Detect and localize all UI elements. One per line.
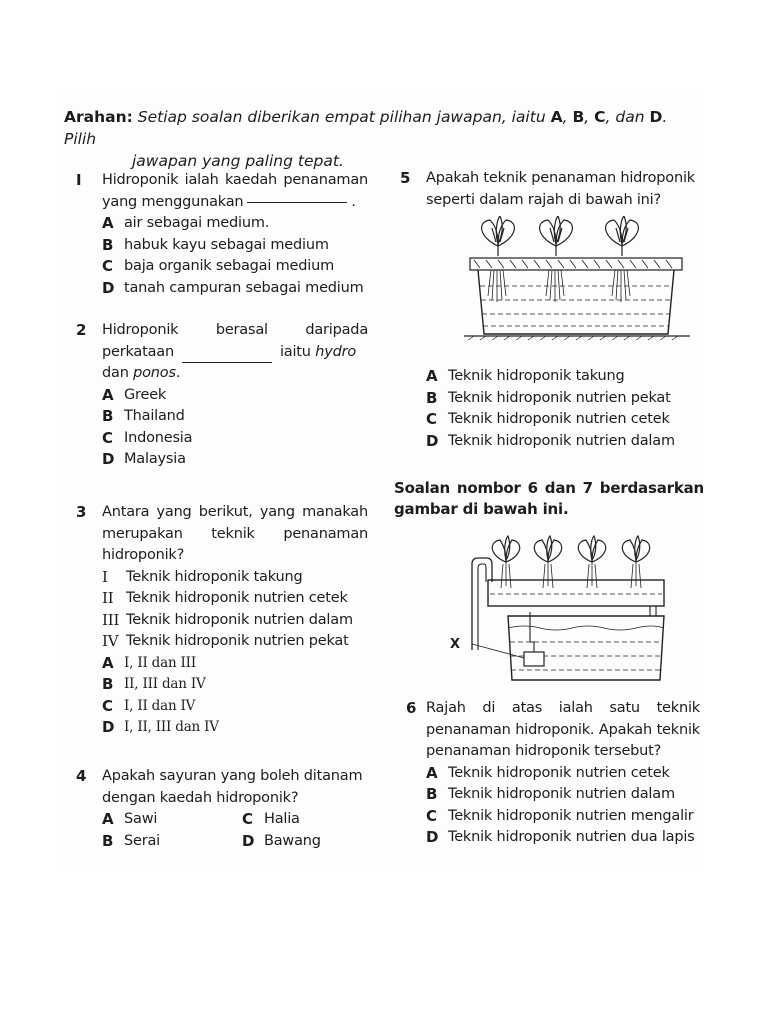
question-number: 4 (76, 767, 87, 785)
option-text: Teknik hidroponik nutrien dalam (448, 432, 675, 449)
question-stem: dengan kaedah hidroponik? (102, 789, 299, 806)
plant-icon (482, 216, 515, 256)
option-text: Indonesia (124, 429, 193, 446)
statement-numeral: I (102, 567, 108, 586)
option-letter: D (242, 831, 255, 850)
upper-channel (488, 580, 664, 606)
hydroponic-diagram-q6 (464, 532, 690, 690)
option-text: habuk kayu sebagai medium (124, 236, 329, 253)
option-text: tanah campuran sebagai medium (124, 279, 364, 296)
option-letter: C (102, 696, 113, 715)
stem-text: perkataan (102, 343, 174, 360)
option-a[interactable] (102, 809, 242, 831)
section-heading-line: gambar di bawah ini. (394, 500, 569, 518)
question-2 (76, 320, 368, 471)
option-b[interactable] (102, 406, 368, 428)
question-stem: Apakah teknik penanaman hidroponik (426, 170, 695, 186)
option-text: Teknik hidroponik nutrien dalam (448, 786, 675, 802)
instructions (64, 106, 704, 172)
option-text: Teknik hidroponik nutrien pekat (448, 389, 671, 406)
tank-lid (470, 258, 682, 270)
option-text: Malaysia (124, 451, 186, 467)
label-pointer (472, 644, 524, 658)
option-text: Bawang (264, 832, 321, 849)
question-number: 6 (406, 699, 417, 717)
option-letter: D (426, 828, 439, 846)
option-d[interactable] (102, 717, 368, 739)
option-letter: D (102, 278, 115, 297)
plant-icon (540, 216, 573, 256)
statement-text: Teknik hidroponik nutrien dalam (126, 611, 353, 628)
option-letter: A (102, 385, 114, 404)
question-number: 2 (76, 321, 87, 339)
options-grid (102, 809, 368, 852)
statement-text: Teknik hidroponik takung (126, 568, 303, 585)
option-c[interactable] (102, 256, 368, 278)
option-letter: C (242, 810, 253, 828)
option-text: Teknik hidroponik nutrien mengalir (448, 807, 694, 824)
option-text: Thailand (124, 408, 185, 424)
option-text: air sebagai medium. (124, 215, 270, 231)
option-letter: B (426, 388, 438, 407)
stem-end: . (351, 193, 356, 210)
option-letter: D (426, 431, 439, 450)
option-text: Teknik hidroponik takung (448, 368, 625, 384)
instructions-sep: , (584, 108, 590, 126)
stem-text: hydro (315, 343, 357, 360)
option-a[interactable] (426, 366, 700, 388)
option-c[interactable] (426, 806, 700, 828)
option-letter: B (102, 675, 114, 693)
instructions-text: Setiap soalan diberikan empat pilihan jawapan, iaitu (137, 108, 546, 126)
plant-icon (578, 536, 605, 562)
option-letter: A (102, 214, 114, 232)
plant-icon (534, 536, 561, 562)
option-letter: B (102, 831, 114, 850)
question-stem: Apakah sayuran yang boleh ditanam (102, 768, 363, 784)
instructions-label: Arahan: (64, 108, 133, 126)
option-letter: D (102, 450, 115, 468)
plant-icon (492, 536, 519, 562)
instructions-line-1 (64, 106, 704, 150)
label-x: X (450, 637, 461, 652)
question-stem: Antara yang berikut, yang manakah (102, 504, 368, 520)
question-3 (76, 502, 368, 739)
plant-icon (606, 216, 639, 256)
statement-text: Teknik hidroponik nutrien pekat (126, 633, 349, 649)
answer-blank (182, 342, 272, 364)
option-letter: D (102, 718, 115, 736)
option-letter: C (102, 428, 113, 447)
statement-3 (102, 610, 368, 632)
section-heading (394, 478, 704, 520)
option-b[interactable] (426, 388, 700, 410)
question-4 (76, 766, 368, 852)
option-letter: A (102, 810, 114, 828)
statement-text: Teknik hidroponik nutrien cetek (126, 590, 348, 606)
option-letter: C (102, 257, 113, 275)
option-text: Sawi (124, 811, 158, 827)
instructions-opt-d: D (649, 108, 663, 126)
question-stem: merupakan teknik penanaman (102, 525, 368, 542)
option-text: I, II, III dan IV (124, 719, 219, 735)
pump (524, 652, 544, 666)
question-5-options (400, 366, 700, 452)
stem-text: . (175, 365, 181, 381)
option-letter: B (426, 785, 438, 803)
option-letter: A (102, 653, 114, 672)
question-number: I (76, 171, 82, 189)
question-stem: penanaman hidroponik. Apakah teknik (426, 721, 700, 738)
option-b[interactable] (102, 235, 368, 257)
option-c[interactable] (102, 696, 368, 718)
option-letter: C (426, 806, 437, 825)
question-stem: Hidroponik berasal daripada (102, 322, 368, 338)
question-5 (400, 168, 700, 211)
option-d[interactable] (102, 278, 368, 300)
option-letter: B (102, 407, 114, 425)
stem-text: iaitu (279, 343, 311, 360)
option-text: Serai (124, 832, 161, 849)
option-text: Teknik hidroponik nutrien cetek (448, 411, 670, 427)
statement-2 (102, 588, 368, 610)
instructions-line-2: jawapan yang paling tepat. (132, 152, 344, 170)
question-stem (102, 363, 368, 385)
statement-1 (102, 567, 368, 589)
statement-numeral: IV (102, 632, 119, 650)
option-b[interactable] (426, 784, 700, 806)
tank (478, 270, 674, 334)
question-stem (102, 342, 368, 364)
option-letter: C (426, 410, 437, 428)
nutrient-reservoir (508, 616, 664, 680)
instructions-text-end: . Pilih (64, 108, 668, 148)
option-text: Teknik hidroponik nutrien cetek (448, 764, 670, 781)
question-number: 3 (76, 503, 87, 521)
statement-numeral: III (102, 610, 120, 629)
question-number: 5 (400, 169, 411, 187)
option-text: Halia (264, 811, 300, 827)
option-a[interactable] (102, 385, 368, 407)
option-text: I, II dan III (124, 654, 196, 671)
question-6 (400, 698, 700, 849)
stem-text: dan (102, 365, 129, 381)
option-d[interactable] (426, 431, 700, 453)
question-stem: penanaman hidroponik tersebut? (426, 743, 662, 759)
option-c[interactable] (426, 409, 700, 431)
instructions-sep: , (562, 108, 568, 126)
answer-blank (247, 202, 347, 203)
question-stem: hidroponik? (102, 547, 185, 563)
option-d[interactable] (102, 449, 368, 471)
return-pipe (472, 558, 492, 650)
option-a[interactable] (102, 653, 368, 675)
option-c[interactable] (242, 809, 382, 831)
option-text: II, III dan IV (124, 676, 206, 692)
question-stem (102, 192, 368, 214)
option-b[interactable] (102, 674, 368, 696)
option-text: baja organik sebagai medium (124, 258, 334, 274)
option-letter: B (102, 235, 114, 254)
option-a[interactable] (102, 213, 368, 235)
option-text: Teknik hidroponik nutrien dua lapis (448, 829, 695, 845)
statement-4 (102, 631, 368, 653)
option-letter: A (426, 763, 438, 782)
question-stem: seperti dalam rajah di bawah ini? (426, 191, 662, 208)
section-heading-line: Soalan nombor 6 dan 7 berdasarkan (394, 479, 704, 497)
option-letter: A (426, 367, 438, 385)
instructions-opt-c: C (594, 108, 606, 126)
option-text: I, II dan IV (124, 697, 196, 714)
stem-text: yang menggunakan (102, 193, 244, 210)
instructions-opt-a: A (550, 108, 563, 126)
option-d[interactable] (242, 831, 382, 853)
plant-icon (622, 536, 649, 562)
option-a[interactable] (426, 763, 700, 785)
question-stem: Hidroponik ialah kaedah penanaman (102, 172, 368, 188)
statement-numeral: II (102, 589, 114, 607)
option-b[interactable] (102, 831, 242, 853)
question-stem: Rajah di atas ialah satu teknik (426, 700, 700, 716)
stem-text: ponos (133, 365, 176, 381)
option-c[interactable] (102, 428, 368, 450)
option-d[interactable] (426, 827, 700, 849)
question-1 (76, 170, 368, 299)
drain-pipe (650, 606, 656, 616)
instructions-sep: , dan (605, 108, 645, 126)
hydroponic-diagram-q5 (464, 216, 690, 356)
option-text: Greek (124, 386, 167, 403)
instructions-opt-b: B (572, 108, 585, 126)
